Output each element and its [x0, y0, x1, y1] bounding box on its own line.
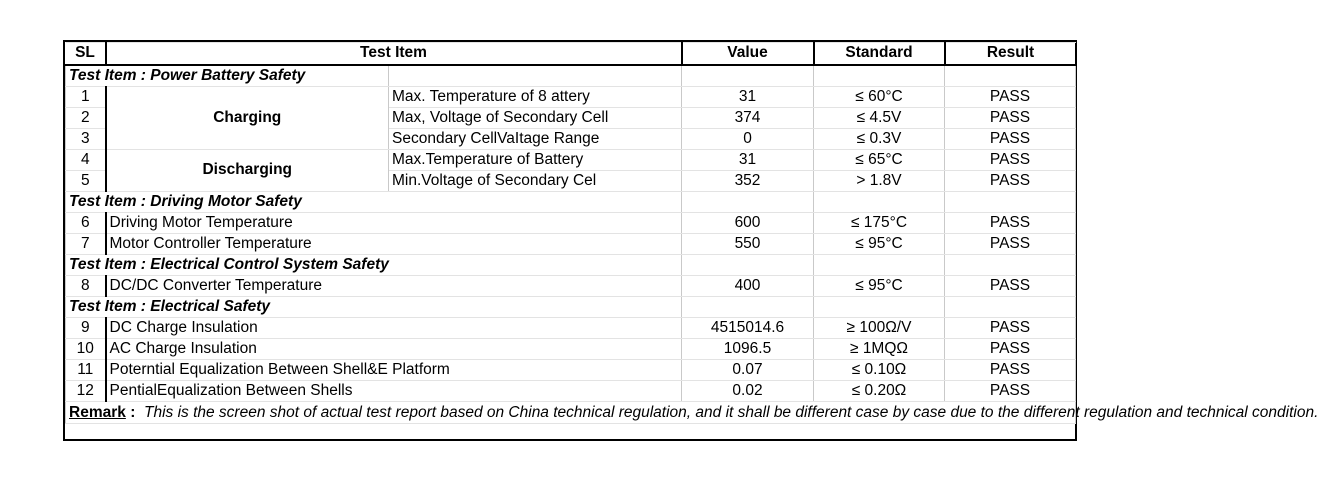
row-result: PASS	[945, 359, 1076, 380]
section-title: Test Item : Electrical Control System Safety	[66, 254, 682, 275]
row-item: Max.Temperature of Battery	[389, 149, 682, 170]
row-result: PASS	[945, 317, 1076, 338]
table-row	[66, 233, 1076, 254]
row-value: 0	[682, 128, 814, 149]
section-row-electrical-control	[66, 254, 1076, 275]
row-result: PASS	[945, 380, 1076, 401]
row-item: AC Charge Insulation	[106, 338, 682, 359]
table-row	[66, 380, 1076, 401]
row-value: 1096.5	[682, 338, 814, 359]
row-item: PentialEqualization Between Shells	[106, 380, 682, 401]
row-standard: ≤ 60°C	[814, 86, 945, 107]
header-sl: SL	[66, 43, 106, 65]
row-item: Max, Voltage of Secondary Cell	[389, 107, 682, 128]
header-result: Result	[945, 43, 1076, 65]
group-label-discharging: Discharging	[106, 149, 389, 191]
section-row-electrical	[66, 296, 1076, 317]
section-title: Test Item : Electrical Safety	[66, 296, 682, 317]
group-label-charging: Charging	[106, 86, 389, 149]
row-result: PASS	[945, 149, 1076, 170]
row-value: 4515014.6	[682, 317, 814, 338]
table-row	[66, 317, 1076, 338]
row-item: Poterntial Equalization Between Shell&E Platform	[106, 359, 682, 380]
row-value: 31	[682, 149, 814, 170]
row-sl: 5	[66, 170, 106, 191]
row-sl: 9	[66, 317, 106, 338]
header-value: Value	[682, 43, 814, 65]
table-row	[66, 275, 1076, 296]
table-row	[66, 338, 1076, 359]
row-sl: 6	[66, 212, 106, 233]
row-value: 400	[682, 275, 814, 296]
section-title: Test Item : Power Battery Safety	[66, 65, 389, 87]
remark-row	[66, 401, 1076, 423]
row-sl: 3	[66, 128, 106, 149]
header-standard: Standard	[814, 43, 945, 65]
row-item: Max. Temperature of 8 attery	[389, 86, 682, 107]
remark-colon: :	[130, 403, 136, 421]
row-item: Secondary CellVaItage Range	[389, 128, 682, 149]
table-row	[66, 149, 1076, 170]
row-value: 352	[682, 170, 814, 191]
row-result: PASS	[945, 338, 1076, 359]
row-result: PASS	[945, 128, 1076, 149]
row-standard: ≤ 0.3V	[814, 128, 945, 149]
row-sl: 8	[66, 275, 106, 296]
row-standard: > 1.8V	[814, 170, 945, 191]
row-sl: 2	[66, 107, 106, 128]
table-row	[66, 86, 1076, 107]
row-item: Motor Controller Temperature	[106, 233, 682, 254]
row-standard: ≤ 95°C	[814, 233, 945, 254]
row-standard: ≤ 65°C	[814, 149, 945, 170]
row-item: Min.Voltage of Secondary Cel	[389, 170, 682, 191]
row-value: 550	[682, 233, 814, 254]
header-row	[66, 43, 1076, 65]
row-sl: 11	[66, 359, 106, 380]
row-value: 374	[682, 107, 814, 128]
row-standard: ≤ 0.20Ω	[814, 380, 945, 401]
row-value: 0.02	[682, 380, 814, 401]
row-sl: 1	[66, 86, 106, 107]
remark-text: This is the screen shot of actual test report based on China technical regulation, and it shall be different case by case due to the different regulation and technical condition.	[143, 403, 1318, 421]
row-value: 31	[682, 86, 814, 107]
row-item: DC/DC Converter Temperature	[106, 275, 682, 296]
row-standard: ≥ 100Ω/V	[814, 317, 945, 338]
section-row-power-battery	[66, 65, 1076, 87]
row-item: DC Charge Insulation	[106, 317, 682, 338]
row-result: PASS	[945, 275, 1076, 296]
row-value: 600	[682, 212, 814, 233]
row-standard: ≤ 4.5V	[814, 107, 945, 128]
table-row	[66, 359, 1076, 380]
row-sl: 12	[66, 380, 106, 401]
section-title: Test Item : Driving Motor Safety	[66, 191, 682, 212]
row-sl: 10	[66, 338, 106, 359]
test-report-table	[65, 42, 1318, 424]
row-value: 0.07	[682, 359, 814, 380]
row-result: PASS	[945, 86, 1076, 107]
header-test-item: Test Item	[106, 43, 682, 65]
row-standard: ≤ 175°C	[814, 212, 945, 233]
test-report-sheet	[63, 40, 1318, 441]
row-result: PASS	[945, 233, 1076, 254]
section-row-driving-motor	[66, 191, 1076, 212]
row-standard: ≤ 95°C	[814, 275, 945, 296]
row-item: Driving Motor Temperature	[106, 212, 682, 233]
row-sl: 4	[66, 149, 106, 170]
row-sl: 7	[66, 233, 106, 254]
table-row	[66, 212, 1076, 233]
row-standard: ≤ 0.10Ω	[814, 359, 945, 380]
remark	[66, 401, 1318, 423]
remark-label: Remark	[69, 403, 126, 421]
row-result: PASS	[945, 107, 1076, 128]
row-result: PASS	[945, 212, 1076, 233]
row-result: PASS	[945, 170, 1076, 191]
row-standard: ≥ 1MQΩ	[814, 338, 945, 359]
